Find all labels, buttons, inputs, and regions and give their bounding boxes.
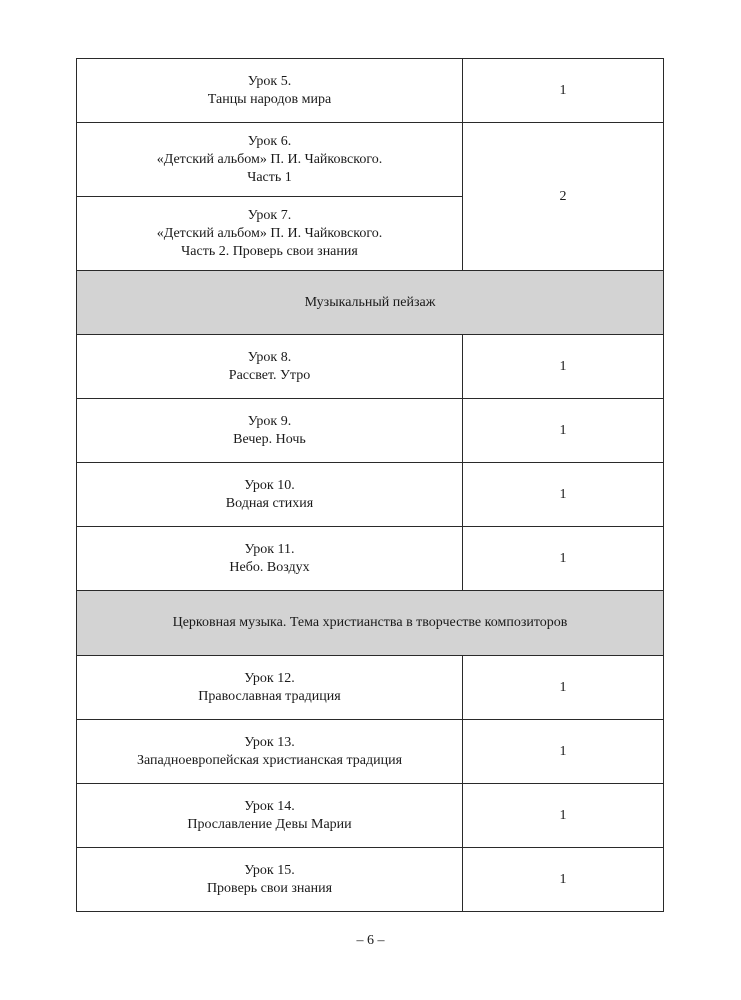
lesson-cell	[77, 527, 463, 591]
lesson-title: Водная стихия	[225, 495, 314, 511]
lesson-cell	[77, 720, 463, 784]
hours-cell: 1	[463, 784, 664, 848]
hours-cell: 1	[463, 59, 664, 123]
lesson-title: Вечер. Ночь	[233, 431, 306, 447]
lesson-cell	[77, 197, 463, 271]
lesson-cell	[77, 399, 463, 463]
lesson-cell	[77, 59, 463, 123]
lesson-title: «Детский альбом» П. И. Чайковского.	[156, 225, 383, 241]
lesson-number: Урок 13.	[244, 734, 295, 750]
hours-cell: 1	[463, 848, 664, 912]
lesson-title: «Детский альбом» П. И. Чайковского.	[156, 151, 383, 167]
lesson-title: Западноевропейская христианская традиция	[136, 752, 403, 768]
table-row	[77, 848, 664, 912]
lesson-title: Проверь свои знания	[206, 880, 333, 896]
hours-cell: 1	[463, 399, 664, 463]
table-row	[77, 656, 664, 720]
section-row	[77, 591, 664, 656]
hours-cell: 1	[463, 720, 664, 784]
lesson-cell	[77, 123, 463, 197]
lesson-number: Урок 12.	[244, 670, 295, 686]
lesson-cell	[77, 463, 463, 527]
table-row	[77, 463, 664, 527]
lesson-subtitle: Часть 1	[247, 169, 292, 185]
lesson-number: Урок 11.	[244, 541, 295, 557]
table-row	[77, 123, 664, 197]
lesson-number: Урок 6.	[247, 133, 292, 149]
lesson-cell	[77, 784, 463, 848]
lesson-title: Небо. Воздух	[229, 559, 310, 575]
lesson-title: Танцы народов мира	[207, 91, 332, 107]
lesson-title: Православная традиция	[198, 688, 341, 704]
table-row	[77, 527, 664, 591]
hours-cell: 1	[463, 656, 664, 720]
lesson-number: Урок 7.	[247, 207, 292, 223]
hours-cell: 2	[463, 123, 664, 271]
lesson-cell	[77, 848, 463, 912]
lesson-title: Прославление Девы Марии	[187, 816, 352, 832]
lesson-number: Урок 15.	[244, 862, 295, 878]
lesson-number: Урок 8.	[247, 349, 292, 365]
lesson-number: Урок 9.	[247, 413, 292, 429]
lesson-table	[76, 58, 664, 912]
section-heading: Музыкальный пейзаж	[77, 271, 664, 335]
lesson-cell	[77, 656, 463, 720]
lesson-number: Урок 14.	[244, 798, 295, 814]
hours-cell: 1	[463, 463, 664, 527]
table-row	[77, 59, 664, 123]
lesson-number: Урок 10.	[244, 477, 295, 493]
hours-cell: 1	[463, 527, 664, 591]
table-row	[77, 720, 664, 784]
section-row	[77, 271, 664, 335]
lesson-title: Рассвет. Утро	[228, 367, 311, 383]
lesson-subtitle: Часть 2. Проверь свои знания	[181, 243, 358, 259]
hours-cell: 1	[463, 335, 664, 399]
table-row	[77, 335, 664, 399]
lesson-number: Урок 5.	[247, 73, 292, 89]
lesson-cell	[77, 335, 463, 399]
table-row	[77, 784, 664, 848]
table-row	[77, 399, 664, 463]
section-heading: Церковная музыка. Тема христианства в творчестве композиторов	[77, 591, 664, 656]
page-number: – 6 –	[356, 933, 385, 948]
